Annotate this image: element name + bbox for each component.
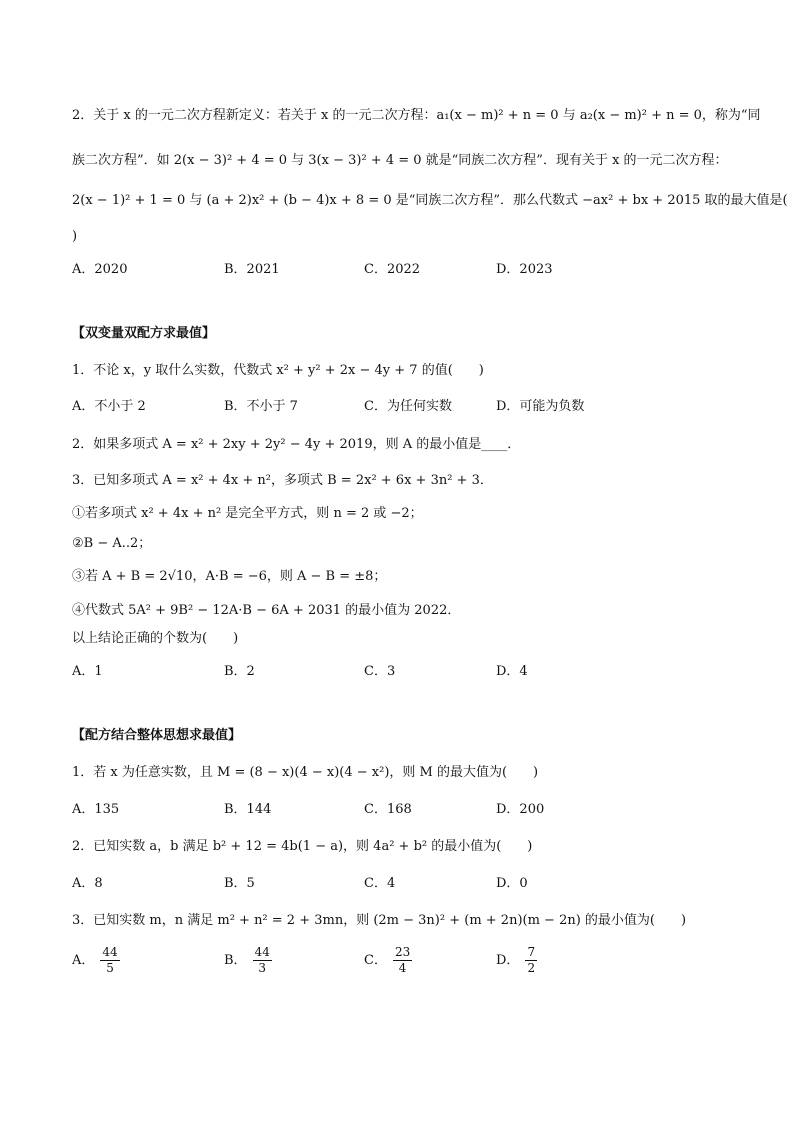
answer-options — [72, 801, 732, 821]
question-text: 1．不论 x，y 取什么实数，代数式 x² + y² + 2x − 4y + 7 的值( ) — [72, 363, 484, 378]
denominator: 5 — [106, 961, 114, 975]
statement-3: ③若 A + B = 2√10，A·B = −6，则 A − B = ±8； — [72, 569, 387, 584]
option-b[interactable]: B．2 — [224, 664, 255, 679]
option-a[interactable]: A．1 — [72, 664, 103, 679]
question-text: 1．若 x 为任意实数，且 M = (8 − x)(4 − x)(4 − x²)，则 M 的最大值为( ) — [72, 765, 539, 780]
option-b[interactable] — [224, 945, 272, 976]
statement-1: ①若多项式 x² + 4x + n² 是完全平方式，则 n = 2 或 −2； — [72, 506, 423, 521]
numerator: 7 — [527, 945, 536, 959]
answer-options — [72, 945, 732, 985]
statement-4: ④代数式 5A² + 9B² − 12A·B − 6A + 2031 的最小值为 2022． — [72, 603, 461, 618]
question-text: 3．已知实数 m，n 满足 m² + n² = 2 + 3mn，则 (2m − 3n)² + (m + 2n)(m − 2n) 的最小值为( ) — [72, 913, 687, 928]
option-d[interactable]: D．4 — [496, 664, 528, 679]
statement-2: ②B − A..2； — [72, 536, 152, 551]
question-text: 2．已知实数 a，b 满足 b² + 12 = 4b(1 − a)，则 4a² + b² 的最小值为( ) — [72, 839, 533, 854]
option-d[interactable]: D．2023 — [496, 262, 553, 277]
option-label: D． — [496, 952, 520, 968]
option-c[interactable]: C．168 — [364, 802, 412, 817]
option-d[interactable] — [496, 945, 537, 976]
option-b[interactable]: B．144 — [224, 802, 272, 817]
numerator: 44 — [102, 945, 118, 959]
denominator: 4 — [398, 961, 407, 975]
question-text: 3．已知多项式 A = x² + 4x + n²，多项式 B = 2x² + 6x + 3n² + 3． — [72, 473, 493, 488]
denominator: 3 — [258, 961, 267, 975]
fraction — [253, 945, 272, 976]
fraction — [525, 945, 537, 976]
question-text: 2(x − 1)² + 1 = 0 与 (a + 2)x² + (b − 4)x + 8 = 0 是“同族二次方程”．那么代数式 −ax² + bx + 2015 取的最大值是( — [72, 193, 788, 208]
fraction — [100, 945, 119, 976]
option-a[interactable]: A．8 — [72, 876, 103, 891]
option-a[interactable] — [72, 945, 120, 976]
section-heading: 【配方结合整体思想求最值】 — [72, 728, 242, 743]
option-c[interactable]: C．3 — [364, 664, 396, 679]
option-a[interactable]: A．135 — [72, 802, 120, 817]
option-c[interactable]: C．4 — [364, 876, 396, 891]
option-label: A． — [72, 952, 95, 968]
numerator: 44 — [254, 945, 270, 959]
option-b[interactable]: B．2021 — [224, 262, 280, 277]
answer-options — [72, 875, 732, 895]
option-b[interactable]: B．5 — [224, 876, 255, 891]
question-text: ) — [72, 229, 78, 244]
question-text: 2．如果多项式 A = x² + 2xy + 2y² − 4y + 2019，则 A 的最小值是____． — [72, 437, 521, 452]
question-text: 以上结论正确的个数为( ) — [72, 631, 239, 646]
option-a[interactable]: A．不小于 2 — [72, 399, 146, 414]
option-label: C． — [364, 952, 387, 968]
option-label: B． — [224, 952, 247, 968]
question-text: 2．关于 x 的一元二次方程新定义：若关于 x 的一元二次方程：a₁(x − m)² + n = 0 与 a₂(x − m)² + n = 0，称为“同 — [72, 108, 761, 123]
option-a[interactable]: A．2020 — [72, 262, 128, 277]
option-c[interactable]: C．为任何实数 — [364, 399, 452, 414]
answer-options — [72, 663, 732, 683]
option-c[interactable]: C．2022 — [364, 262, 421, 277]
option-b[interactable]: B．不小于 7 — [224, 399, 298, 414]
question-text: 族二次方程”．如 2(x − 3)² + 4 = 0 与 3(x − 3)² + 4 = 0 就是“同族二次方程”．现有关于 x 的一元二次方程： — [72, 153, 728, 168]
numerator: 23 — [394, 945, 411, 959]
answer-options — [72, 398, 732, 418]
option-d[interactable]: D．可能为负数 — [496, 399, 585, 414]
denominator: 2 — [527, 961, 536, 975]
option-c[interactable] — [364, 945, 412, 976]
fraction — [393, 945, 412, 976]
answer-options — [72, 261, 732, 281]
option-d[interactable]: D．0 — [496, 876, 528, 891]
option-d[interactable]: D．200 — [496, 802, 545, 817]
section-heading: 【双变量双配方求最值】 — [72, 326, 216, 341]
